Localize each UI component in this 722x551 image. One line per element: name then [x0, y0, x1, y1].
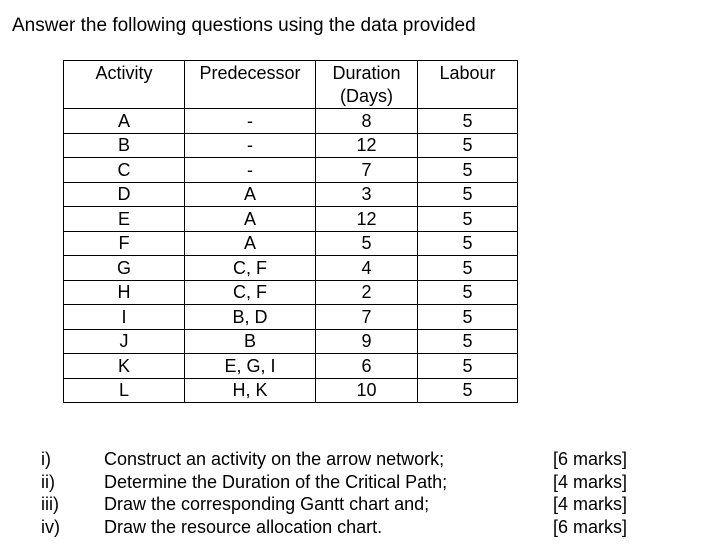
- cell-duration: 2: [316, 280, 418, 305]
- table-row: [64, 182, 518, 207]
- cell-labour: 5: [418, 256, 518, 281]
- table-row: [64, 256, 518, 281]
- table-row: [64, 158, 518, 183]
- table-row: [64, 329, 518, 354]
- question-number: iv): [41, 516, 60, 537]
- header-duration-line2: (Days): [340, 86, 393, 106]
- cell-duration: 3: [316, 182, 418, 207]
- cell-labour: 5: [418, 329, 518, 354]
- page-heading: Answer the following questions using the data provided: [12, 15, 476, 36]
- cell-duration: 7: [316, 158, 418, 183]
- cell-predecessor: B: [185, 329, 316, 354]
- question-item: [41, 516, 641, 539]
- cell-duration: 8: [316, 109, 418, 134]
- cell-duration: 12: [316, 133, 418, 158]
- cell-activity: B: [64, 133, 185, 158]
- cell-labour: 5: [418, 378, 518, 403]
- cell-activity: F: [64, 231, 185, 256]
- cell-labour: 5: [418, 280, 518, 305]
- cell-activity: C: [64, 158, 185, 183]
- question-marks: [4 marks]: [553, 494, 628, 514]
- table-header-row: [64, 61, 518, 109]
- table-row: [64, 305, 518, 330]
- cell-labour: 5: [418, 305, 518, 330]
- cell-predecessor: E, G, I: [185, 354, 316, 379]
- cell-predecessor: A: [185, 207, 316, 232]
- table-row: [64, 207, 518, 232]
- cell-labour: 5: [418, 158, 518, 183]
- question-marks: [6 marks]: [553, 449, 628, 469]
- table-body: [64, 109, 518, 403]
- cell-predecessor: B, D: [185, 305, 316, 330]
- cell-duration: 6: [316, 354, 418, 379]
- question-text: Draw the corresponding Gantt chart and;: [104, 494, 430, 514]
- header-activity: Activity: [64, 61, 185, 109]
- header-labour: Labour: [418, 61, 518, 109]
- cell-activity: A: [64, 109, 185, 134]
- question-item: [41, 471, 641, 494]
- cell-labour: 5: [418, 207, 518, 232]
- cell-activity: D: [64, 182, 185, 207]
- cell-activity: H: [64, 280, 185, 305]
- cell-labour: 5: [418, 231, 518, 256]
- cell-duration: 7: [316, 305, 418, 330]
- cell-activity: K: [64, 354, 185, 379]
- activity-table: [63, 60, 518, 403]
- cell-duration: 10: [316, 378, 418, 403]
- table-row: [64, 280, 518, 305]
- question-number: i): [41, 449, 51, 469]
- cell-predecessor: -: [185, 109, 316, 134]
- cell-labour: 5: [418, 133, 518, 158]
- cell-duration: 5: [316, 231, 418, 256]
- question-text: Construct an activity on the arrow network;: [104, 449, 445, 469]
- table-row: [64, 109, 518, 134]
- header-predecessor: Predecessor: [185, 61, 316, 109]
- header-duration-line1: Duration: [332, 63, 401, 83]
- cell-predecessor: A: [185, 231, 316, 256]
- cell-activity: I: [64, 305, 185, 330]
- question-number: iii): [41, 494, 59, 514]
- cell-activity: J: [64, 329, 185, 354]
- cell-labour: 5: [418, 109, 518, 134]
- cell-labour: 5: [418, 354, 518, 379]
- cell-activity: G: [64, 256, 185, 281]
- cell-activity: L: [64, 378, 185, 403]
- cell-duration: 4: [316, 256, 418, 281]
- question-text: Determine the Duration of the Critical Path;: [104, 471, 448, 492]
- cell-predecessor: A: [185, 182, 316, 207]
- cell-duration: 9: [316, 329, 418, 354]
- cell-predecessor: C, F: [185, 256, 316, 281]
- question-marks: [6 marks]: [553, 516, 628, 537]
- cell-predecessor: -: [185, 158, 316, 183]
- cell-predecessor: C, F: [185, 280, 316, 305]
- question-item: [41, 448, 641, 471]
- header-duration: [316, 61, 418, 109]
- question-number: ii): [41, 471, 55, 492]
- question-marks: [4 marks]: [553, 471, 628, 492]
- question-item: [41, 493, 641, 516]
- cell-predecessor: H, K: [185, 378, 316, 403]
- question-list: [41, 448, 641, 538]
- table-row: [64, 378, 518, 403]
- cell-duration: 12: [316, 207, 418, 232]
- question-text: Draw the resource allocation chart.: [104, 516, 383, 537]
- cell-predecessor: -: [185, 133, 316, 158]
- cell-activity: E: [64, 207, 185, 232]
- table-row: [64, 133, 518, 158]
- cell-labour: 5: [418, 182, 518, 207]
- table-row: [64, 231, 518, 256]
- table-row: [64, 354, 518, 379]
